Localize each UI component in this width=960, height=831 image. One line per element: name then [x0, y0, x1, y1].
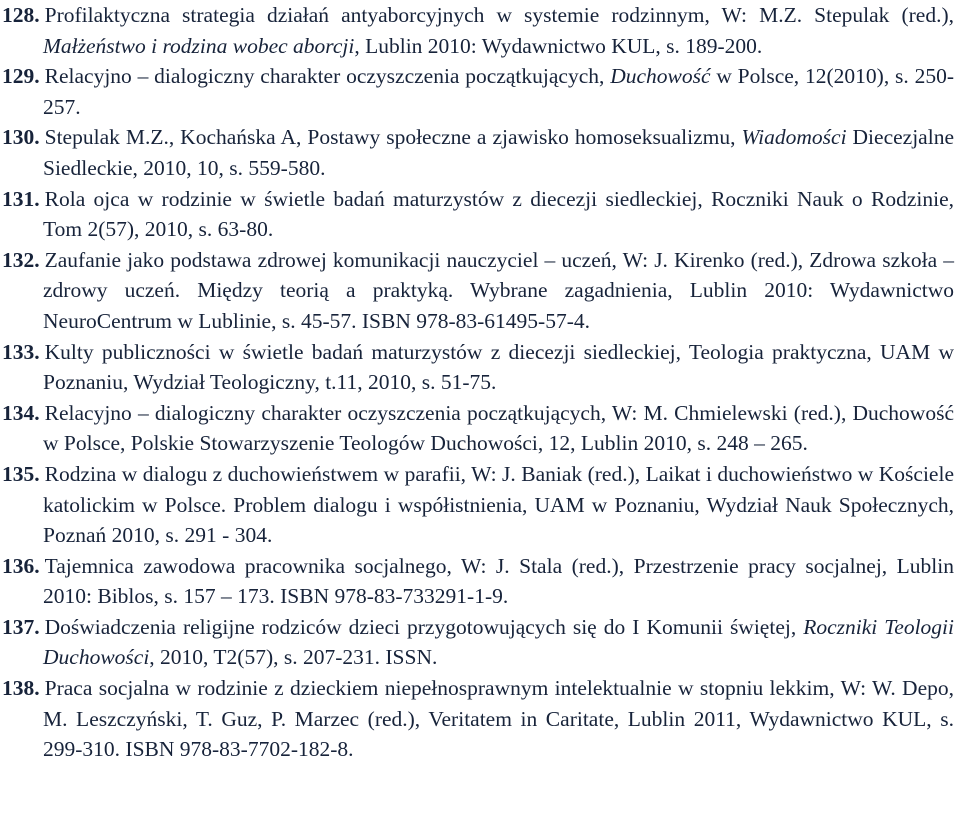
bibliography-entry-129 — [2, 61, 954, 122]
entry-text: Praca socjalna w rodzinie z dzieckiem niepełnosprawnym intelektualnie w stopniu lekkim, W: W. Depo, M. Leszczyński, T. Guz, P. Marzec (red.), Veritatem in Caritate, Lublin 2011, Wydawnictwo KUL, s. 299-310. ISBN 978-83-7702-182-8. — [43, 676, 954, 762]
entry-text-tail: w Polsce, 12(2010), s. 250-257. — [43, 64, 954, 119]
bibliography-entry-132 — [2, 245, 954, 337]
entry-number: 129. — [2, 64, 40, 89]
entry-text: Relacyjno – dialogiczny charakter oczyszczenia początkujących, — [44, 64, 611, 89]
entry-number: 131. — [2, 186, 40, 211]
entry-number: 135. — [2, 461, 40, 486]
bibliography-entry-130 — [2, 122, 954, 183]
bibliography-entry-134 — [2, 398, 954, 459]
bibliography-entry-137 — [2, 612, 955, 673]
entry-italic-title: Roczniki Teologii Duchowości — [43, 614, 955, 670]
entry-number: 132. — [2, 247, 40, 272]
entry-text-tail: Diecezjalne Siedleckie, 2010, 10, s. 559-580. — [43, 125, 954, 180]
entry-number: 128. — [2, 3, 40, 27]
entry-number: 133. — [2, 339, 40, 364]
entry-text-tail: , 2010, T2(57), s. 207-231. ISSN. — [149, 645, 438, 670]
bibliography-entry-135 — [2, 459, 954, 551]
entry-text: Doświadczenia religijne rodziców dzieci przygotowujących się do I Komunii świętej, — [44, 614, 804, 639]
entry-text: Zaufanie jako podstawa zdrowej komunikacji nauczyciel – uczeń, W: J. Kirenko (red.), Zdrowa szkoła – zdrowy uczeń. Między teorią a praktyką. Wybrane zagadnienia, Lublin 2010: Wydawnictwo NeuroCentrum w Lublinie, s. 45-57. ISBN 978-83-61495-57-4. — [43, 247, 954, 333]
entry-italic-title: Małżeństwo i rodzina wobec aborcji — [43, 33, 355, 58]
entry-text: Stepulak M.Z., Kochańska A, Postawy społeczne a zjawisko homoseksualizmu, — [44, 125, 742, 150]
entry-text: Rodzina w dialogu z duchowieństwem w parafii, W: J. Baniak (red.), Laikat i duchowieństwo w Kościele katolickim w Polsce. Problem dialogu i współistnienia, UAM w Poznaniu, Wydział Nauk Społecznych, Poznań 2010, s. 291 - 304. — [43, 461, 954, 548]
bibliography-entry-128 — [2, 0, 954, 61]
entry-italic-title: Duchowość — [610, 64, 711, 89]
entry-number: 136. — [2, 553, 40, 578]
bibliography-entry-138 — [2, 673, 954, 765]
entry-text: Relacyjno – dialogiczny charakter oczyszczenia początkujących, W: M. Chmielewski (red.), Duchowość w Polsce, Polskie Stowarzyszenie Teologów Duchowości, 12, Lublin 2010, s. 248 – 265. — [43, 400, 954, 456]
entry-text: Kulty publiczności w świetle badań maturzystów z diecezji siedleckiej, Teologia praktyczna, UAM w Poznaniu, Wydział Teologiczny, t.11, 2010, s. 51-75. — [43, 339, 954, 395]
entry-number: 137. — [2, 614, 40, 639]
entry-italic-title: Wiadomości — [741, 125, 847, 150]
entry-text-tail: , Lublin 2010: Wydawnictwo KUL, s. 189-200. — [354, 33, 763, 58]
entry-number: 130. — [2, 125, 40, 150]
entry-text: Rola ojca w rodzinie w świetle badań maturzystów z diecezji siedleckiej, Roczniki Nauk o Rodzinie, Tom 2(57), 2010, s. 63-80. — [43, 186, 954, 242]
entry-text: Tajemnica zawodowa pracownika socjalnego, W: J. Stala (red.), Przestrzenie pracy socjalnej, Lublin 2010: Biblos, s. 157 – 173. ISBN 978-83-733291-1-9. — [43, 553, 954, 609]
bibliography-entry-136 — [2, 551, 954, 612]
entry-number: 134. — [2, 400, 40, 425]
bibliography-entry-133 — [2, 337, 954, 398]
entry-number: 138. — [2, 676, 40, 701]
entry-text: Profilaktyczna strategia działań antyaborcyjnych w systemie rodzinnym, W: M.Z. Stepulak (red.), — [44, 3, 954, 27]
bibliography-entry-131 — [2, 184, 954, 245]
